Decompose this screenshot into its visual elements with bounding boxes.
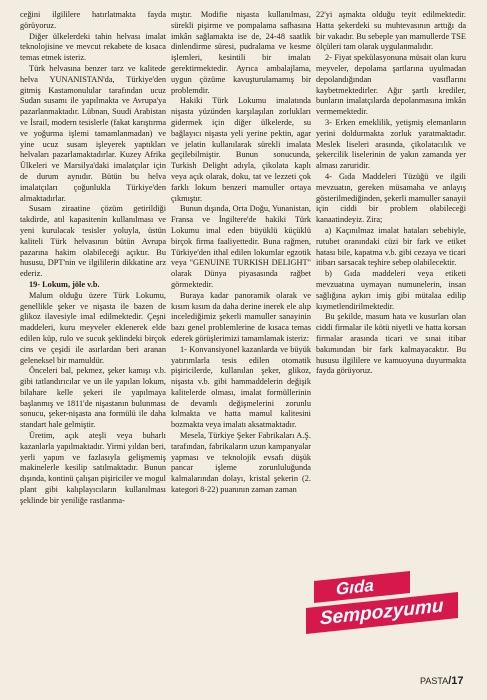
paragraph: Üretim, açık ateşli veya buharlı kazanlarla yapılmaktadır. Yirmi yıldan beri, yerli yapım ve fazlasıyla gelişmemiş makinelerle kesilip satılmaktadır. Bunun dışında, kontinü çalışan pişiriciler ve mogul plant gibi kalıplayıcıların kullanılması şeklinde bir yeniliğe rastlanma- [20, 431, 166, 505]
paragraph: Türk helvasına benzer tarz ve kalitede helva YUNANISTAN'da, Türkiye'den gitmiş Kastamonulular tarafından ucuz Sudan susamı ile yapılmakta ve Avrupa'ya pazarlanmaktadır. Lübnan, Suudi Arabistan ve İsrail, modern tesislerle (fakat karıştırma ve yoğurma işlemi tamamlanmadan) ve yine ucuz susam işleyerek yaptıkları helvaları pazarlamaktadırlar. Kuzey Afrika Ülkeleri ve Marsilya'daki imalatçılar için de durum aynıdır. Bütün bu helva imalatçıları çoğunlukla Türkiye'den almaktadırlar. [20, 63, 166, 203]
text-column-1 [20, 10, 166, 507]
paragraph: Buraya kadar panoramik olarak ve kısım kısım da daha derine inerek ele alıp incelediğimiz şekerli mamuller sanayinin bazı genel problemlerine de kısaca temas ederek görüşlerimizi tamamlamak isteriz: [171, 290, 311, 343]
paragraph: mıştır. Modifie nişasta kullanılması, sürekli pişirme ve pompalama safhasına imkân sağlamakta ise de, 24-48 saatlik dinlendirme süresi, pudralama ve kesme işlemleri, kesintili bir imalatı gerektirmektedir. Ayrıca ambalajlama, uygun çözüme kavuşturulamamış bir problemdir. [171, 10, 311, 95]
badge-line-2: Sempozyumu [306, 592, 458, 634]
paragraph: 4- Gıda Maddeleri Tüzüğü ve ilgili mevzuatın, gereken müsamaha ve anlayış gösterilmediğinden, şekerli mamuller sanayii için ciddi bir problem olabileceği kanaatindeyiz. Zira; [316, 171, 466, 225]
text-column-2 [171, 10, 311, 496]
paragraph: Mesela, Türkiye Şeker Fabrikaları A.Ş. tarafından, fabrikaların uzun kampanyalar yapması ve teknolojik evsafı düşük pancar işleme zorunluluğunda kalmalarından dolayı, kristal şekerin (2. kategori 8-22) puanının zaman zaman [171, 431, 311, 495]
paragraph: Hakiki Türk Lokumu imalatında nişasta yüzünden karşılaşılan zorlukları gidermek için diğer ülkelerde, su bağlayıcı nişasta yeli yerine pektin, agar ve jelatin kullanılarak sürekli imalata geçilebilmiştir. Bunun sonucunda, Turkish Delight adıyla, çikolata kaplı veya açık olarak, doku, tat ve lezzeti çok farklı lokum benzeri mamuller ortaya çıkmıştır. [171, 96, 311, 203]
magazine-name: PASTA [420, 676, 449, 686]
badge-line-1: Gıda [314, 571, 410, 603]
paragraph: Susam ziraatine çözüm getirildiği takdirde, atıl kapasitenin kullanılması ve yeni kurulacak tesisler yoluyla, üstün kaliteli Türk helvasının bütün Avrupa pazarına hakim olabileceği açıktır. Bu hususu, DPT'nin ve ilgililerin dikkatine arz ederiz. [20, 204, 166, 279]
section-heading: 19- Lokum, jöle v.b. [29, 279, 100, 289]
paragraph: 2- Fiyat spekülasyonuna müsait olan kuru meyveler, depolama şartlarına uyulmadan depolandığından vasıflarını kaybetmektedirler. Ağır şartlı krediler, bunların imalatçılarda depolanmasına imkân vermemektedir. [316, 53, 466, 117]
section-badge [304, 570, 487, 660]
paragraph: Önceleri bal, pekmez, şeker kamışı v.b. gibi tatlandırıcılar ve un ile yapılan lokum, bilahare kelle şekeri ile yapılmaya başlanmış ve 1811'de nişastanın bulunması sonucu, şeker-nişasta ana formülü ile daha standart hale gelmiştir. [20, 366, 166, 430]
page-footer: PASTA/17 [420, 675, 464, 687]
paragraph: ceğini ilgililere hatırlatmakta fayda görüyoruz. [20, 10, 166, 30]
paragraph: a) Kaçınılmaz imalat hataları sebebiyle, rutubet oranındaki cüzi bir fark ve etiket hatası bile, kapatma v.b. gibi cezaya ve ticari itibarı sarsacak teşhire sebep olabilecektir. [316, 225, 466, 268]
paragraph: 22'yi aşmakta olduğu teyit edilmektedir. Hatta şekerdeki su muhtevasının arttığı da bir vakadır. Bu sebeple yan mamullerde TSE ölçüleri tam olarak uygulanmalıdır. [316, 10, 466, 52]
paragraph: Bu şekilde, masum hata ve kusurları olan ciddi firmalar ile kötü niyetli ve hatta korsan firmalar arasında ticari ve sınai itibar bakımından bir fark kalmayacaktır. Bu hususu ilgililere ve kamuoyuna duyurmakta fayda görüyoruz. [316, 312, 466, 376]
page-number: 17 [451, 675, 464, 687]
paragraph: Diğer ülkelerdeki tahin helvası imalat teknolojisine ve mevcut rekabete de kısaca temas etmek isteriz. [20, 31, 166, 63]
paragraph: 1- Konvansiyonel kazanlarda ve büyük yatırımlarla tesis edilen otomatik pişiricilerde, kullanılan şeker, glikoz, nişasta v.b. gibi hammaddelerin değişik kalitelerde olması, imalat formüllerinin de devamlı değişmelerini zorunlu kılmakta ve hatta mamul kalitesini bozmakta veya imalatı aksatmaktadır. [171, 344, 311, 430]
paragraph: b) Gıda maddeleri veya etiketi mevzuatına uymayan numunelerin, insan sağlığına aykırı imiş gibi mütalaa edilip kıymetlendirilmektedir. [316, 269, 466, 311]
paragraph: Malum olduğu üzere Türk Lokumu, genellikle şeker ve nişasta ile bazen de glikoz ilavesiyle imal edilmektedir. Çeşni maddeleri, kuru meyveler eklenerek elde edilen küp, rulo ve sucuk şeklindeki birçok cins ve çeşidi ile asırlardan beri aranan geleneksel bir mamuldür. [20, 290, 166, 365]
text-column-3 [316, 10, 466, 377]
paragraph: 3- Erken emeklilik, yetişmiş elemanların yerini doldurmakta zorluk yaratmaktadır. Meslek liseleri arasında, çikolatacılık ve şekercilik liselerinin de yakın zamanda yer alması zaruridir. [316, 117, 466, 171]
paragraph: Bunun dışında, Orta Doğu, Yunanistan, Fransa ve İngiltere'de hakiki Türk Lokumu imal eden büyüklü küçüklü birçok firma faaliyettedir. Buna rağmen, Türkiye'den ithal edilen lokumlar egzotik veya "GENUINE TURKISH DELIGHT" olarak Dünya piyasasında rağbet görmektedir. [171, 204, 311, 289]
